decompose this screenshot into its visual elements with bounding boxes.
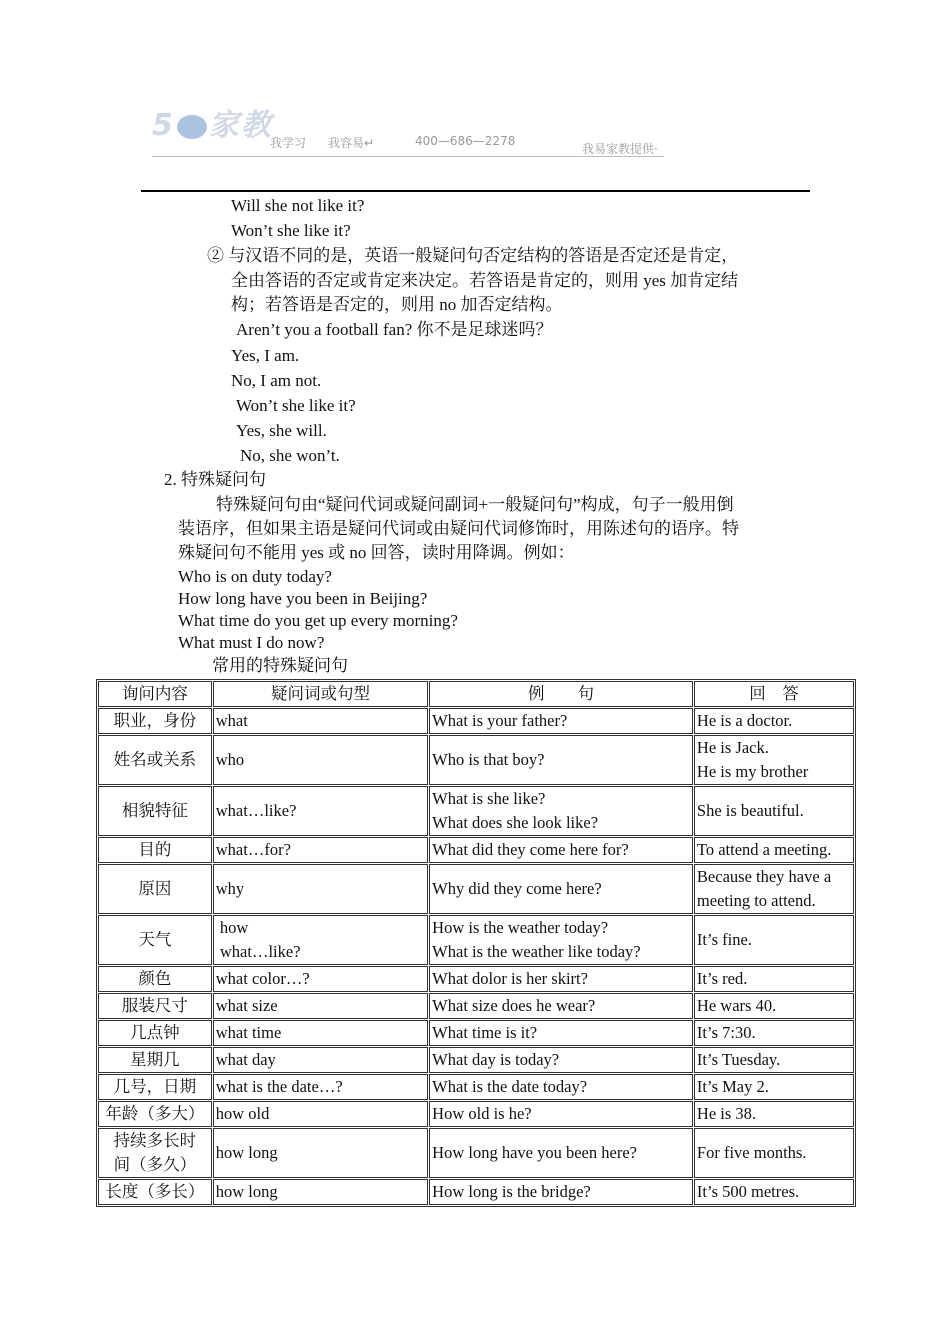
page-header — [150, 96, 665, 160]
table-cell: how old — [213, 1101, 428, 1127]
table-cell: What did they come here for? — [429, 837, 693, 863]
table-cell: how long — [213, 1128, 428, 1178]
example-line: Who is on duty today? — [178, 567, 332, 586]
header-cell: 例 句 — [429, 681, 693, 707]
table-cell: what color…? — [213, 966, 428, 992]
table-row — [98, 1179, 854, 1205]
table-row — [98, 1074, 854, 1100]
table-cell: 几号，日期 — [98, 1074, 212, 1100]
table-cell: 星期几 — [98, 1047, 212, 1073]
table-row — [98, 1020, 854, 1046]
table-cell: He is 38. — [694, 1101, 854, 1127]
body-line: No, she won’t. — [240, 446, 340, 465]
table-title: 常用的特殊疑问句 — [212, 656, 348, 675]
table-cell: 天气 — [98, 915, 212, 965]
table-cell: 姓名或关系 — [98, 735, 212, 785]
table-cell: He is a doctor. — [694, 708, 854, 734]
table-row — [98, 1128, 854, 1178]
header-provider: 我易家教提供· — [582, 142, 658, 156]
table-cell: Because they have a meeting to attend. — [694, 864, 854, 914]
logo: 5 家教 — [152, 108, 273, 143]
table-cell: To attend a meeting. — [694, 837, 854, 863]
body-line: 殊疑问句不能用 yes 或 no 回答，读时用降调。例如： — [178, 543, 575, 562]
table-cell: what — [213, 708, 428, 734]
table-row — [98, 993, 854, 1019]
header-cell: 疑问词或句型 — [213, 681, 428, 707]
table-cell: What dolor is her skirt? — [429, 966, 693, 992]
header-divider — [152, 156, 664, 157]
table-cell: what…for? — [213, 837, 428, 863]
table-cell: What is she like? What does she look like? — [429, 786, 693, 836]
table-cell: What size does he wear? — [429, 993, 693, 1019]
logo-circle-icon — [177, 115, 207, 139]
table-cell: what size — [213, 993, 428, 1019]
table-row — [98, 966, 854, 992]
body-line: Aren’t you a football fan? 你不是足球迷吗？ — [236, 320, 553, 339]
section-heading: 2. 特殊疑问句 — [164, 470, 266, 489]
example-line: What must I do now? — [178, 633, 325, 652]
table-row — [98, 786, 854, 836]
table-cell: 职业，身份 — [98, 708, 212, 734]
table-header-row — [98, 681, 854, 707]
table-row — [98, 915, 854, 965]
table-cell: He is Jack. He is my brother — [694, 735, 854, 785]
table-cell: 原因 — [98, 864, 212, 914]
body-line: Won’t she like it? — [231, 221, 351, 240]
header-cell: 回 答 — [694, 681, 854, 707]
table-cell: who — [213, 735, 428, 785]
header-slogan-1: 我学习 — [270, 136, 307, 150]
table-cell: What time is it? — [429, 1020, 693, 1046]
table-cell: How is the weather today? What is the weather like today? — [429, 915, 693, 965]
table-cell: 目的 — [98, 837, 212, 863]
table-cell: She is beautiful. — [694, 786, 854, 836]
table-cell: what day — [213, 1047, 428, 1073]
table-cell: For five months. — [694, 1128, 854, 1178]
body-line: Yes, she will. — [236, 421, 327, 440]
table-cell: what…like? — [213, 786, 428, 836]
question-table — [96, 679, 856, 1207]
table-cell: How long is the bridge? — [429, 1179, 693, 1205]
body-line: 全由答语的否定或肯定来决定。若答语是肯定的，则用 yes 加肯定结 — [231, 271, 739, 290]
table-cell: How long have you been here? — [429, 1128, 693, 1178]
table-cell: What day is today? — [429, 1047, 693, 1073]
table-cell: 相貌特征 — [98, 786, 212, 836]
table-cell: It’s May 2. — [694, 1074, 854, 1100]
body-line: Yes, I am. — [231, 346, 300, 365]
table-cell: 几点钟 — [98, 1020, 212, 1046]
table-cell: why — [213, 864, 428, 914]
table-cell: Why did they come here? — [429, 864, 693, 914]
body-line: 特殊疑问句由“疑问代词或疑问副词+一般疑问句”构成，句子一般用倒 — [216, 495, 734, 514]
table-cell: What is your father? — [429, 708, 693, 734]
example-line: How long have you been in Beijing? — [178, 589, 428, 608]
table-cell: what time — [213, 1020, 428, 1046]
table-row — [98, 1101, 854, 1127]
table-cell: How old is he? — [429, 1101, 693, 1127]
table-cell: It’s Tuesday. — [694, 1047, 854, 1073]
header-cell: 询问内容 — [98, 681, 212, 707]
table-row — [98, 1047, 854, 1073]
table-cell: What is the date today? — [429, 1074, 693, 1100]
table-cell: 年龄（多大） — [98, 1101, 212, 1127]
header-phone: 400—686—2278 — [415, 134, 516, 148]
body-line: 构；若答语是否定的，则用 no 加否定结构。 — [231, 295, 563, 314]
table-row — [98, 837, 854, 863]
table-row — [98, 864, 854, 914]
table-cell: 持续多长时 间（多久） — [98, 1128, 212, 1178]
table-row — [98, 735, 854, 785]
body-line: Won’t she like it? — [236, 396, 356, 415]
table-cell: 颜色 — [98, 966, 212, 992]
table-row — [98, 708, 854, 734]
table-cell: 长度（多长） — [98, 1179, 212, 1205]
body-line: No, I am not. — [231, 371, 322, 390]
table-cell: It’s fine. — [694, 915, 854, 965]
top-rule — [141, 190, 810, 192]
table-cell: what is the date…? — [213, 1074, 428, 1100]
header-slogan-2: 我容易↵ — [328, 136, 375, 150]
table-cell: It’s 7:30. — [694, 1020, 854, 1046]
table-cell: He wars 40. — [694, 993, 854, 1019]
table-cell: It’s red. — [694, 966, 854, 992]
table-cell: how long — [213, 1179, 428, 1205]
table-cell: 服装尺寸 — [98, 993, 212, 1019]
table-cell: Who is that boy? — [429, 735, 693, 785]
body-line: ② 与汉语不同的是，英语一般疑问句否定结构的答语是否定还是肯定， — [207, 246, 739, 265]
example-line: What time do you get up every morning? — [178, 611, 458, 630]
body-line: 装语序，但如果主语是疑问代词或由疑问代词修饰时，用陈述句的语序。特 — [178, 519, 739, 538]
body-line: Will she not like it? — [231, 196, 365, 215]
table-cell: how what…like? — [213, 915, 428, 965]
table-cell: It’s 500 metres. — [694, 1179, 854, 1205]
